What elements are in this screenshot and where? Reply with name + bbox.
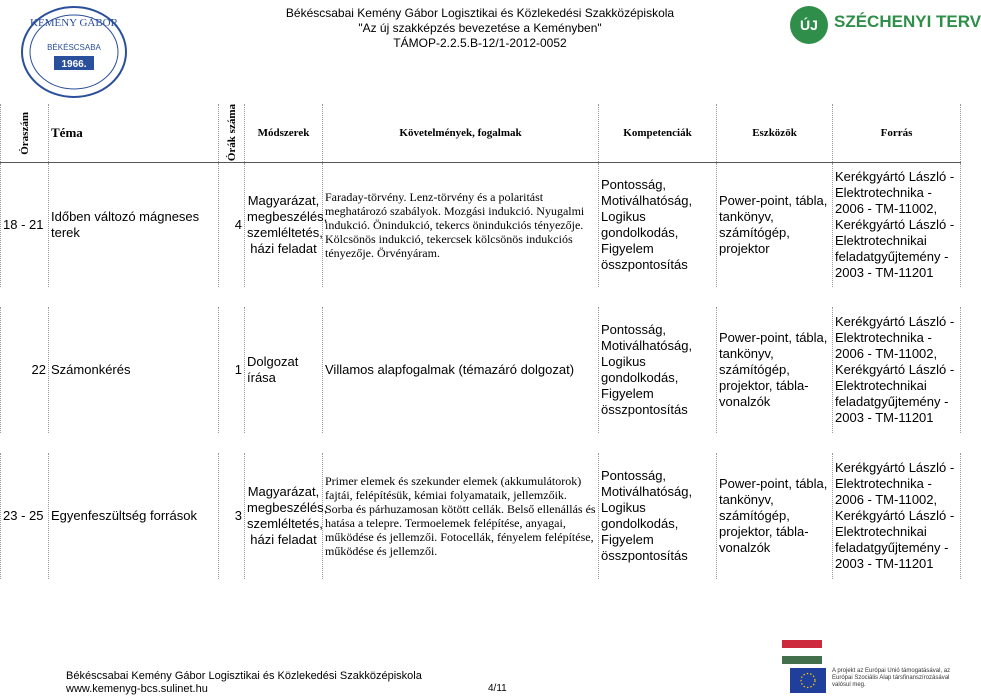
- logo-name-text: KEMÉNY GÁBOR: [30, 17, 118, 29]
- cell-eszkozok: Power-point, tábla, tankönyv, számítógép, projektor, tábla-vonalzók: [717, 307, 833, 433]
- logo-city-text: BÉKÉSCSABA: [47, 43, 101, 52]
- cell-kompetenciak: Pontosság, Motiválhatóság, Logikus gondolkodás, Figyelem összpontosítás: [599, 453, 717, 579]
- cell-tema: Időben változó mágneses terek: [49, 163, 219, 288]
- header-oraszam: Óraszám: [1, 104, 49, 163]
- header-modszerek: Módszerek: [245, 104, 323, 163]
- cell-modszerek: Dolgozat írása: [245, 307, 323, 433]
- hungarian-flag-icon: [782, 640, 822, 664]
- table-row: [1, 453, 961, 579]
- cell-oraszam: 23 - 25: [1, 453, 49, 579]
- szechenyi-text: SZÉCHENYI TERV: [834, 12, 981, 31]
- cell-kompetenciak: Pontosság, Motiválhatóság, Logikus gondolkodás, Figyelem összpontosítás: [599, 307, 717, 433]
- header-project-code: TÁMOP-2.2.5.B-12/1-2012-0052: [393, 36, 567, 50]
- header-project-title: "Az új szakképzés bevezetése a Keményben": [358, 21, 602, 35]
- cell-tema: Egyenfeszültség források: [49, 453, 219, 579]
- cell-oraszam: 22: [1, 307, 49, 433]
- header-eszkozok: Eszközök: [717, 104, 833, 163]
- table-row: [1, 163, 961, 288]
- cell-eszkozok: Power-point, tábla, tankönyv, számítógép, projektor, tábla-vonalzók: [717, 453, 833, 579]
- cell-oraszam: 18 - 21: [1, 163, 49, 288]
- table-row: [1, 307, 961, 433]
- cell-kovetelmenyek: Primer elemek és szekunder elemek (akkumulátorok) fajtái, felépítésük, kémiai folyamataik, jellemzőik. Sorba és párhuzamosan kötött cellák. Belső ellenállás és hatása a telepre. Termoelemek felépítése, anyagai, működése és jellemzői. Fotocellák, fényelem felépítése, működése és jellemzői.: [323, 453, 599, 579]
- cell-kovetelmenyek: Faraday-törvény. Lenz-törvény és a polaritást meghatározó szabályok. Mozgási indukció. Nyugalmi indukció. Önindukció, tekercs önindukciós tényezője. Kölcsönös indukció, tekercsek kölcsönös indukciós tényezője. Örvényáram.: [323, 163, 599, 288]
- szechenyi-logo: [790, 4, 981, 48]
- cell-forras: Kerékgyártó László - Elektrotechnika - 2006 - TM-11002, Kerékgyártó László - Elektrotechnikai feladatgyűjtemény - 2003 - TM-11201: [833, 453, 961, 579]
- cell-orak: 1: [219, 307, 245, 433]
- header-kovetelmenyek: Követelmények, fogalmak: [323, 104, 599, 163]
- cell-eszkozok: Power-point, tábla, tankönyv, számítógép, projektor: [717, 163, 833, 288]
- footer-school-name: Békéscsabai Kemény Gábor Logisztikai és Közlekedési Szakközépiskola: [66, 670, 422, 682]
- curriculum-table: [0, 104, 961, 579]
- header-school-name: Békéscsabai Kemény Gábor Logisztikai és Közlekedési Szakközépiskola: [285, 6, 675, 20]
- cell-tema: Számonkérés: [49, 307, 219, 433]
- header-forras: Forrás: [833, 104, 961, 163]
- logo-year-text: 1966.: [61, 59, 87, 70]
- cell-forras: Kerékgyártó László - Elektrotechnika - 2006 - TM-11002, Kerékgyártó László - Elektrotechnikai feladatgyűjtemény - 2003 - TM-11201: [833, 307, 961, 433]
- table-header-row: [1, 104, 961, 163]
- cell-forras: Kerékgyártó László - Elektrotechnika - 2006 - TM-11002, Kerékgyártó László - Elektrotechnikai feladatgyűjtemény - 2003 - TM-11201: [833, 163, 961, 288]
- szechenyi-mark: ÚJ: [790, 6, 828, 44]
- school-logo: [18, 4, 130, 100]
- cell-kovetelmenyek: Villamos alapfogalmak (témazáró dolgozat): [323, 307, 599, 433]
- eu-funding-note: A projekt az Európai Unió támogatásával, az Európai Szociális Alap társfinanszírozásával valósul meg.: [832, 668, 951, 688]
- footer: [66, 670, 422, 696]
- eu-flag-icon: [790, 668, 826, 693]
- cell-kompetenciak: Pontosság, Motiválhatóság, Logikus gondolkodás, Figyelem összpontosítás: [599, 163, 717, 288]
- header-kompetenciak: Kompetenciák: [599, 104, 717, 163]
- cell-modszerek: Magyarázat, megbeszélés, szemléltetés, házi feladat: [245, 163, 323, 288]
- page-number: 4/11: [488, 683, 507, 694]
- cell-modszerek: Magyarázat, megbeszélés, szemléltetés, házi feladat: [245, 453, 323, 579]
- document-header: [260, 6, 700, 51]
- header-orak-szama: Órák száma: [219, 104, 245, 163]
- header-tema: Téma: [49, 104, 219, 163]
- footer-url[interactable]: www.kemenyg-bcs.sulinet.hu: [66, 683, 208, 695]
- cell-orak: 3: [219, 453, 245, 579]
- cell-orak: 4: [219, 163, 245, 288]
